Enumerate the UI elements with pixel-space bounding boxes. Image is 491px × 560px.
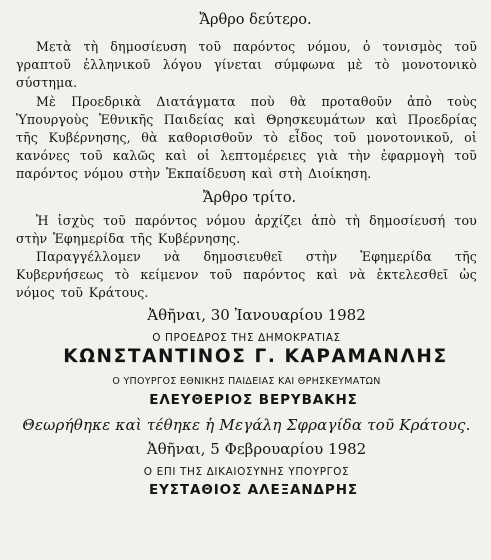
signing-date-athens: Ἀθῆναι, 30 Ἰανουαρίου 1982 (147, 305, 366, 324)
article-three-heading: Ἄρθρο τρίτο. (202, 189, 297, 206)
article-three-paragraph-1: Ἡ ἰσχὺς τοῦ παρόντος νόμου ἀρχίζει ἀπὸ τὴ δημοσίευσή του στὴν Ἐφημερίδα τῆς Κυβέρνησης. (16, 212, 477, 246)
education-minister-title: Ο ΥΠΟΥΡΓΟΣ ΕΘΝΙΚΗΣ ΠΑΙΔΕΙΑΣ ΚΑΙ ΘΡΗΣΚΕΥΜΑΤΩΝ (112, 375, 381, 387)
great-seal-statement: Θεωρήθηκε καὶ τέθηκε ἡ Μεγάλη Σφραγίδα τοῦ Κράτους. (22, 415, 471, 434)
justice-minister-title: Ο ΕΠΙ ΤΗΣ ΔΙΚΑΙΟΣΥΝΗΣ ΥΠΟΥΡΓΟΣ (143, 465, 350, 478)
president-title: Ο ΠΡΟΕΔΡΟΣ ΤΗΣ ΔΗΜΟΚΡΑΤΙΑΣ (152, 331, 341, 344)
article-three-paragraph-2: Παραγγέλλομεν νὰ δημοσιευθεῖ στὴν Ἐφημερίδα τῆς Κυβερνήσεως τὸ κείμενον τοῦ παρόντος καὶ νὰ ἐκτελεσθεῖ ὡς νόμος τοῦ Κράτους. (16, 249, 477, 301)
article-two-paragraph-1: Μετὰ τὴ δημοσίευση τοῦ παρόντος νόμου, ὁ τονισμὸς τοῦ γραπτοῦ ἑλληνικοῦ λόγου γίνεται σύμφωνα μὲ τὸ μονοτονικὸ σύστημα. (16, 39, 477, 91)
article-two-heading: Ἄρθρο δεύτερο. (199, 12, 312, 28)
article-two-paragraph-2: Μὲ Προεδρικὰ Διατάγματα ποὺ θὰ προταθοῦν ἀπὸ τοὺς Ὑπουργοὺς Ἐθνικῆς Παιδείας καὶ Θρησκευμάτων καὶ Προεδρίας τῆς Κυβέρνησης, θὰ καθορισθοῦν τὸ εἶδος τοῦ μονοτονικοῦ, οἱ κανόνες τοῦ καλῶς καὶ οἱ λεπτομέρειες γιὰ τὴν ἐφαρμογὴ τοῦ παρόντος νόμου στὴν Ἐκπαίδευση καὶ στὴ Διοίκηση. (16, 93, 477, 182)
justice-minister-name: ΕΥΣΤΑΘΙΟΣ ΑΛΕΞΑΝΔΡΗΣ (148, 481, 359, 498)
president-name: ΚΩΝΣΤΑΝΤΙΝΟΣ Γ. ΚΑΡΑΜΑΝΛΗΣ (63, 345, 448, 367)
seal-date-athens: Ἀθῆναι, 5 Φεβρουαρίου 1982 (146, 439, 367, 458)
education-minister-name: ΕΛΕΥΘΕΡΙΟΣ ΒΕΡΥΒΑΚΗΣ (149, 391, 358, 408)
